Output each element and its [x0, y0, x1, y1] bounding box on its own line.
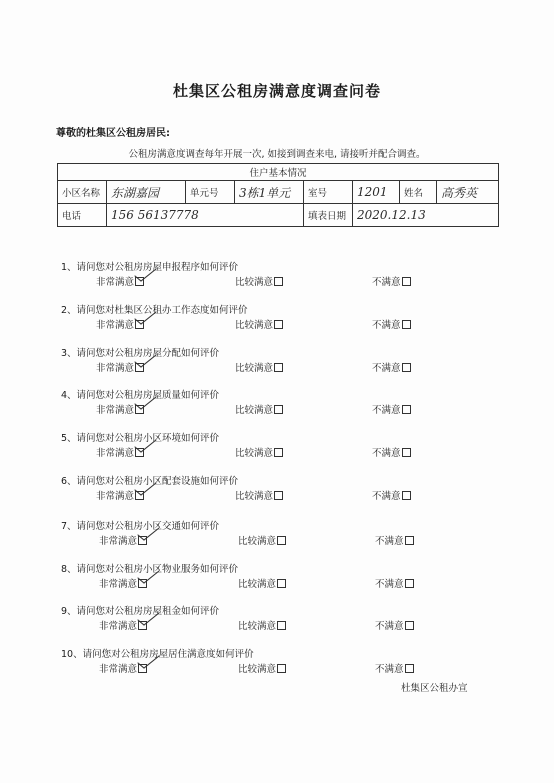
- checkmark-icon: [132, 482, 158, 496]
- community-value: 东湖嘉园: [107, 181, 186, 204]
- checkbox-icon[interactable]: [405, 536, 414, 545]
- unit-label: 单元号: [186, 181, 235, 204]
- checkmark-icon: [135, 655, 161, 669]
- phone-value: 156 56137778: [107, 204, 304, 227]
- checkmark-icon: [132, 268, 158, 282]
- intro-text: 公租房满意度调查每年开展一次, 如接到调查来电, 请接听并配合调查。: [128, 149, 426, 160]
- option-label: 比较满意: [235, 491, 274, 502]
- checkbox-icon[interactable]: [274, 363, 283, 372]
- q4-option-3[interactable]: [372, 402, 411, 416]
- question-5: 5、请问您对公租房小区环境如何评价: [61, 433, 220, 445]
- checkbox-icon[interactable]: [405, 621, 414, 630]
- option-label: 不满意: [372, 448, 401, 460]
- q9-option-2[interactable]: [238, 618, 286, 632]
- option-label: 非常满意: [96, 448, 135, 460]
- checkbox-icon[interactable]: [274, 405, 283, 414]
- q2-option-3[interactable]: [372, 317, 411, 331]
- checkbox-icon[interactable]: [277, 579, 286, 588]
- option-label: 比较满意: [238, 621, 277, 633]
- q7-option-2[interactable]: [238, 533, 286, 547]
- option-label: 非常满意: [96, 362, 135, 374]
- q10-option-3[interactable]: [375, 661, 414, 675]
- q6-option-2[interactable]: [235, 488, 283, 502]
- option-label: 比较满意: [235, 319, 274, 331]
- option-label: 非常满意: [96, 491, 135, 502]
- q4-option-2[interactable]: [235, 402, 283, 416]
- checkbox-icon[interactable]: [405, 579, 414, 588]
- checkbox-icon[interactable]: [405, 664, 414, 673]
- checkbox-icon[interactable]: [274, 320, 283, 329]
- checkbox-icon[interactable]: [402, 363, 411, 372]
- q9-option-3[interactable]: [375, 618, 414, 632]
- checkbox-icon[interactable]: [274, 491, 283, 500]
- q8-option-2[interactable]: [238, 576, 286, 590]
- option-label: 不满意: [372, 405, 401, 417]
- option-label: 比较满意: [238, 578, 277, 590]
- q2-option-2[interactable]: [235, 317, 283, 331]
- option-label: 比较满意: [235, 448, 274, 460]
- q6-option-3[interactable]: [372, 488, 411, 502]
- salutation: 尊敬的杜集区公租房居民:: [56, 128, 170, 139]
- checkbox-icon[interactable]: [402, 277, 411, 286]
- question-9: 9、请问您对公租房房屋租金如何评价: [61, 606, 220, 618]
- checkbox-icon[interactable]: [402, 320, 411, 329]
- option-label: 非常满意: [99, 621, 138, 633]
- q8-option-3[interactable]: [375, 576, 414, 590]
- checkmark-icon: [135, 612, 161, 626]
- checkbox-icon[interactable]: [402, 448, 411, 457]
- option-label: 不满意: [375, 578, 404, 590]
- page-title: 杜集区公租房满意度调查问卷: [172, 82, 381, 100]
- option-label: 比较满意: [235, 277, 274, 288]
- question-1: 1、请问您对公租房房屋申报程序如何评价: [61, 262, 239, 273]
- option-label: 不满意: [375, 535, 404, 547]
- checkmark-icon: [132, 439, 158, 453]
- q10-option-2[interactable]: [238, 661, 286, 675]
- question-10: 10、请问您对公租房房屋居住满意度如何评价: [61, 649, 254, 661]
- option-label: 不满意: [372, 319, 401, 331]
- option-label: 不满意: [375, 664, 404, 676]
- option-label: 比较满意: [238, 535, 277, 547]
- name-label: 姓名: [400, 181, 437, 204]
- option-label: 非常满意: [99, 535, 138, 547]
- checkmark-icon: [135, 527, 161, 541]
- q7-option-3[interactable]: [375, 533, 414, 547]
- option-label: 非常满意: [99, 664, 138, 676]
- checkbox-icon[interactable]: [277, 536, 286, 545]
- checkmark-icon: [135, 570, 161, 584]
- date-value: 2020.12.13: [353, 204, 499, 227]
- checkbox-icon[interactable]: [274, 448, 283, 457]
- q5-option-3[interactable]: [372, 445, 411, 459]
- checkmark-icon: [132, 311, 158, 325]
- option-label: 不满意: [375, 621, 404, 633]
- date-label: 填表日期: [304, 204, 353, 227]
- option-label: 比较满意: [235, 362, 274, 374]
- option-label: 不满意: [372, 491, 401, 502]
- option-label: 非常满意: [96, 277, 135, 288]
- q1-option-2[interactable]: [235, 274, 283, 288]
- room-label: 室号: [304, 181, 353, 204]
- issuing-office: 杜集区公租办宣: [401, 683, 468, 694]
- option-label: 非常满意: [96, 319, 135, 331]
- household-info-table: [57, 163, 499, 227]
- option-label: 不满意: [372, 277, 401, 288]
- question-4: 4、请问您对公租房房屋质量如何评价: [61, 390, 220, 402]
- checkmark-icon: [132, 396, 158, 410]
- checkbox-icon[interactable]: [402, 491, 411, 500]
- phone-label: 电话: [58, 204, 107, 227]
- option-label: 非常满意: [99, 578, 138, 590]
- checkbox-icon[interactable]: [277, 664, 286, 673]
- table-heading: 住户基本情况: [58, 164, 499, 181]
- option-label: 比较满意: [235, 405, 274, 417]
- question-2: 2、请问您对杜集区公租办工作态度如何评价: [61, 304, 248, 316]
- room-value: 1201: [353, 181, 400, 204]
- option-label: 比较满意: [238, 664, 277, 676]
- option-label: 非常满意: [96, 405, 135, 417]
- name-value: 高秀英: [437, 181, 499, 204]
- question-6: 6、请问您对公租房小区配套设施如何评价: [61, 476, 239, 487]
- q1-option-3[interactable]: [372, 274, 411, 288]
- question-3: 3、请问您对公租房房屋分配如何评价: [61, 347, 220, 359]
- unit-value: 3栋1单元: [235, 181, 304, 204]
- q5-option-2[interactable]: [235, 445, 283, 459]
- checkbox-icon[interactable]: [402, 405, 411, 414]
- checkbox-icon[interactable]: [277, 621, 286, 630]
- question-7: 7、请问您对公租房小区交通如何评价: [61, 520, 220, 532]
- checkbox-icon[interactable]: [274, 277, 283, 286]
- q3-option-3[interactable]: [372, 360, 411, 374]
- q3-option-2[interactable]: [235, 360, 283, 374]
- option-label: 不满意: [372, 362, 401, 374]
- checkmark-icon: [132, 354, 158, 368]
- question-8: 8、请问您对公租房小区物业服务如何评价: [61, 563, 239, 575]
- community-label: 小区名称: [58, 181, 107, 204]
